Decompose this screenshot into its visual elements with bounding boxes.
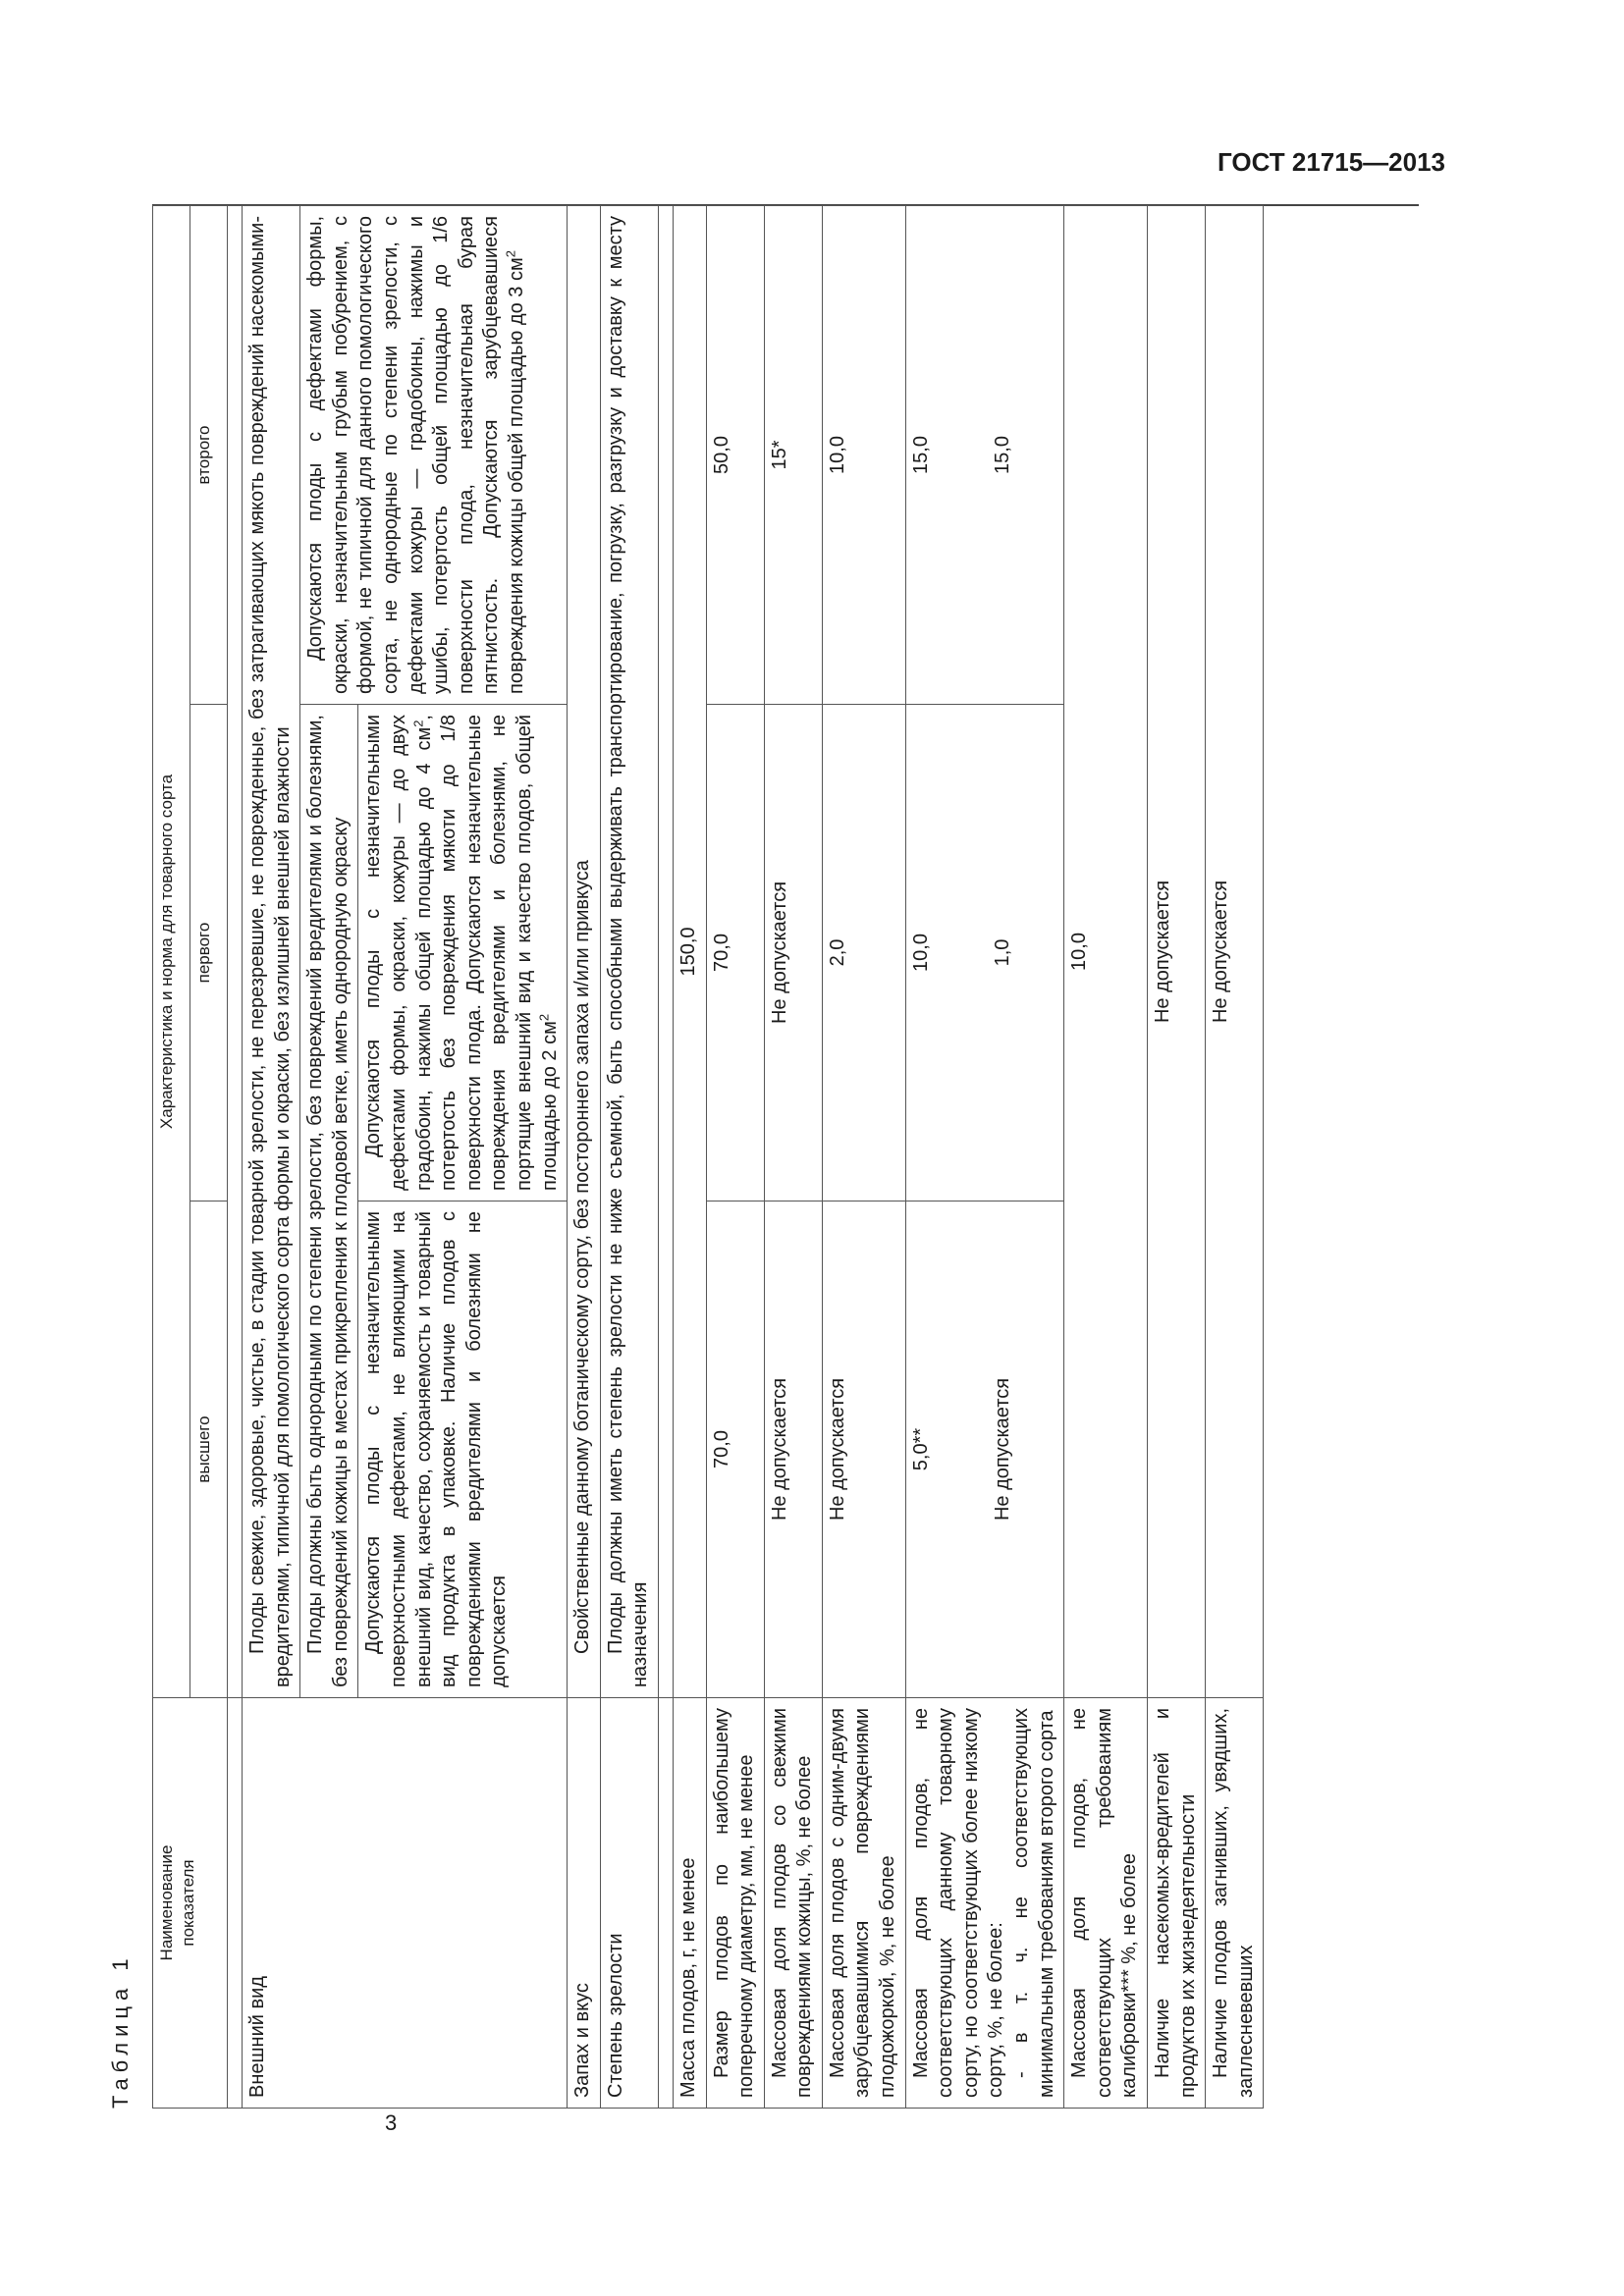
grade-first-header: первого: [190, 705, 228, 1201]
size-highest: 70,0: [706, 1201, 764, 1698]
non-conforming-first-min: 1,0: [992, 938, 1014, 967]
rotten-value: Не допускается: [1206, 205, 1264, 1697]
document-header: ГОСТ 21715—2013: [1218, 147, 1445, 177]
indicator-header-cell: [153, 1698, 228, 2109]
row-label-pests: Наличие насекомых-вредителей и продуктов их жизнедеятельности: [1148, 1698, 1206, 2109]
size-first: 70,0: [706, 705, 764, 1201]
spacer-cell: [228, 1698, 243, 2109]
value-gap: [934, 715, 991, 1191]
table-caption: Таблица 1: [108, 1952, 133, 2109]
appearance-highest-grade-text: Допускаются плоды с незначительными поверхностными дефектами, не влияющими на внешний вид, качество, сохраняемость и товарный вид продукта в упаковке. Наличие плодов с повреждениями вредителями и болезнями не допускается: [358, 1201, 568, 1698]
non-conforming-label-a: Массовая доля плодов, не соответствующих данному товарному сорту, но соответствующих более низкому сорту, %, не более:: [909, 1708, 1007, 2098]
spacer-row: [658, 205, 673, 2108]
smell-value: Свойственные данному ботаническому сорту, без постороннего запаха и/или привкуса: [568, 205, 601, 1697]
table-row-mass: [673, 205, 706, 2108]
page-number: 3: [385, 2110, 398, 2135]
mass-value: 150,0: [673, 205, 706, 1697]
spacer-row: [228, 205, 243, 2108]
ripeness-value: Плоды должны иметь степень зрелости не ниже съемной, быть способными выдерживать транспортирование, погрузку, разгрузку и доставку к месту назначения: [600, 205, 658, 1697]
row-label-smell: Запах и вкус: [568, 1698, 601, 2109]
table-row-smell: [568, 205, 601, 2108]
size-second: 50,0: [706, 205, 764, 704]
indicator-header-bottom: показателя: [179, 1859, 198, 1947]
superscript-two: 2: [535, 1013, 551, 1022]
appearance-second-grade-text: [300, 205, 568, 704]
table-row-appearance: [243, 205, 300, 2108]
row-label-ripeness: Степень зрелости: [600, 1698, 658, 2109]
row-label-scarred: Массовая доля плодов с одним-двумя зарубцевавшимися повреждениями плодожоркой, %, не более: [822, 1698, 905, 2109]
table-row-non-conforming: [905, 205, 1064, 2108]
non-conforming-highest-min: Не допускается: [992, 1377, 1014, 1522]
value-gap: [934, 216, 991, 694]
grade-highest-header: высшего: [190, 1201, 228, 1698]
non-conforming-highest: [905, 1201, 1064, 1698]
fresh-damage-highest: Не допускается: [764, 1201, 822, 1698]
row-label-calibration: Массовая доля плодов, не соответствующих требованиям калибровки*** %, не более: [1064, 1698, 1148, 2109]
table-head-row: [153, 205, 190, 2108]
row-label-size: Размер плодов по наибольшему поперечному диаметру, мм, не менее: [706, 1698, 764, 2109]
scarred-second: 10,0: [822, 205, 905, 704]
scarred-highest: Не допускается: [822, 1201, 905, 1698]
table-row-rotten: [1206, 205, 1264, 2108]
row-label-appearance: Внешний вид: [243, 1698, 568, 2109]
value-gap: [934, 1211, 991, 1687]
non-conforming-second-min: 15,0: [992, 436, 1014, 474]
spacer-cell: [658, 205, 673, 1697]
appearance-uniform-text: Плоды должны быть однородными по степени зрелости, без повреждений вредителями и болезнями, без повреждений кожицы в местах прикрепления к плодовой ветке, иметь однородную окраску: [300, 705, 358, 1698]
non-conforming-second: [905, 205, 1064, 704]
table-row-scarred: [822, 205, 905, 2108]
table-row-size: [706, 205, 764, 2108]
pests-value: Не допускается: [1148, 205, 1206, 1697]
non-conforming-highest-total: 5,0**: [909, 1427, 932, 1471]
rotated-table-area: [108, 145, 1257, 2109]
appearance-second-text: Допускаются плоды с дефектами формы, окраски, незначительным грубым побурением, с формой, не типичной для данного помологического сорта, не однородные по степени зрелости, с дефектами кожуры — градобоины, нажимы и ушибы, потертость общей площадью до 1/6 поверхности плода, незначительная бурая пятнистость. Допускаются зарубцевавшиеся повреждения кожицы общей площадью до 3 см: [304, 215, 527, 694]
superscript-two: 2: [503, 250, 518, 258]
non-conforming-first: [905, 705, 1064, 1201]
table-row-ripeness: [600, 205, 658, 2108]
row-label-non-conforming: [905, 1698, 1064, 2109]
non-conforming-first-total: 10,0: [909, 934, 932, 972]
quality-table: [152, 205, 1264, 2109]
superscript-two: 2: [409, 720, 425, 727]
row-label-rotten: Наличие плодов загнивших, увядших, заплесневевших: [1206, 1698, 1264, 2109]
appearance-first-text-b: , потертость без повреждения мякоти до 1/8 поверхности плода. Допускаются незначительные повреждения вредителями и болезнями, не портящие внешний вид и качество плодов, общей площадью до 2 см: [412, 715, 561, 1191]
spacer-cell: [228, 205, 243, 1697]
non-conforming-second-total: 15,0: [909, 436, 932, 474]
indicator-header-top: Наименование: [157, 1844, 176, 1961]
table-row-calibration: [1064, 205, 1148, 2108]
scarred-first: 2,0: [822, 705, 905, 1201]
fresh-damage-first: Не допускается: [764, 705, 822, 1201]
fresh-damage-second: 15*: [764, 205, 822, 704]
row-label-fresh-damage: Массовая доля плодов со свежими повреждениями кожицы, %, не более: [764, 1698, 822, 2109]
appearance-first-grade-text: [358, 705, 568, 1201]
table-row-pests: [1148, 205, 1206, 2108]
non-conforming-label-b: - в т. ч. не соответствующих минимальным требованиям второго сорта: [1010, 1708, 1057, 2098]
table-wrapper: [152, 204, 1419, 2109]
appearance-first-text-a: Допускаются плоды с незначительными дефектами формы, окраски, кожуры — до двух градобоин, нажимы общей площадью до 4 см: [362, 715, 435, 1191]
appearance-general-text: Плоды свежие, здоровые, чистые, в стадии товарной зрелости, не перезревшие, не поврежденные, без затрагивающих мякоть повреждений насекомыми-вредителями, типичной для помологического сорта формы и окраски, без излишней внешней влажности: [243, 205, 300, 1697]
calibration-value: 10,0: [1064, 205, 1148, 1697]
row-label-mass: Масса плодов, г, не менее: [673, 1698, 706, 2109]
grade-second-header: второго: [190, 205, 228, 704]
spacer-cell: [658, 1698, 673, 2109]
table-row-fresh-damage: [764, 205, 822, 2108]
grade-group-header: Характеристика и норма для товарного сорта: [153, 205, 190, 1697]
